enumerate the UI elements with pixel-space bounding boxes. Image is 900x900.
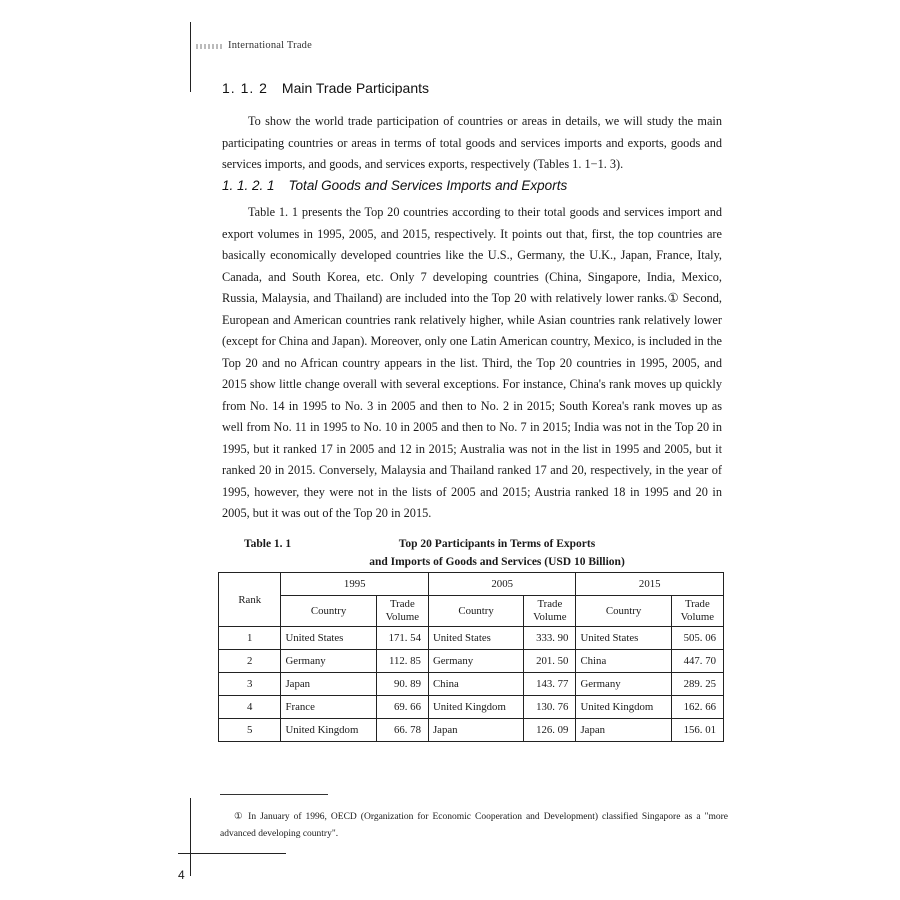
body-paragraph	[222, 202, 722, 525]
country-cell: Japan	[281, 673, 376, 696]
header-rank: Rank	[219, 573, 281, 627]
subsection-title: Total Goods and Services Imports and Exports	[288, 178, 568, 193]
country-cell: Japan	[576, 719, 671, 742]
table-row	[219, 627, 724, 650]
header-year-2015: 2015	[576, 573, 724, 596]
volume-cell: 162. 66	[671, 696, 723, 719]
volume-cell: 112. 85	[376, 650, 428, 673]
section-number: 1. 1. 2	[222, 80, 268, 96]
volume-cell: 505. 06	[671, 627, 723, 650]
footnote-text: ① In January of 1996, OECD (Organization for Economic Cooperation and Development) classified Singapore as a "more advanced developing country".	[220, 812, 728, 839]
country-cell: France	[281, 696, 376, 719]
footnote	[220, 809, 728, 843]
volume-cell: 66. 78	[376, 719, 428, 742]
country-cell: United Kingdom	[428, 696, 523, 719]
table-row	[219, 650, 724, 673]
subsection-heading	[222, 178, 567, 193]
volume-cell: 333. 90	[524, 627, 576, 650]
volume-cell: 201. 50	[524, 650, 576, 673]
running-head-ornament	[196, 44, 224, 49]
intro-paragraph	[222, 111, 722, 176]
rank-cell: 1	[219, 627, 281, 650]
country-cell: China	[576, 650, 671, 673]
header-year-2005: 2005	[428, 573, 575, 596]
table-row	[219, 719, 724, 742]
volume-cell: 447. 70	[671, 650, 723, 673]
volume-cell: 90. 89	[376, 673, 428, 696]
section-heading	[222, 80, 429, 96]
rank-cell: 3	[219, 673, 281, 696]
country-cell: United Kingdom	[576, 696, 671, 719]
volume-cell: 171. 54	[376, 627, 428, 650]
country-cell: Germany	[428, 650, 523, 673]
margin-rule-bottom	[190, 798, 191, 876]
page-corner-rule	[178, 853, 286, 854]
rank-cell: 4	[219, 696, 281, 719]
country-cell: United States	[576, 627, 671, 650]
header-country-1995: Country	[281, 596, 376, 627]
table-header-row-years	[219, 573, 724, 596]
subsection-number: 1. 1. 2. 1	[222, 178, 275, 193]
country-cell: United States	[428, 627, 523, 650]
rank-cell: 5	[219, 719, 281, 742]
header-volume-2015: Trade Volume	[671, 596, 723, 627]
volume-cell: 69. 66	[376, 696, 428, 719]
header-country-2015: Country	[576, 596, 671, 627]
volume-cell: 289. 25	[671, 673, 723, 696]
header-year-1995: 1995	[281, 573, 428, 596]
table-row	[219, 696, 724, 719]
margin-rule-top	[190, 22, 191, 92]
country-cell: China	[428, 673, 523, 696]
volume-cell: 130. 76	[524, 696, 576, 719]
table-header-row-columns	[219, 596, 724, 627]
country-cell: Germany	[576, 673, 671, 696]
header-country-2005: Country	[428, 596, 523, 627]
table-title-line2: and Imports of Goods and Services (USD 10 Billion)	[369, 556, 625, 568]
country-cell: United Kingdom	[281, 719, 376, 742]
section-title: Main Trade Participants	[281, 80, 429, 96]
page-number: 4	[178, 868, 185, 882]
body-paragraph-text: Table 1. 1 presents the Top 20 countries according to their total goods and services import and export volumes in 1995, 2005, and 2015, respectively. It points out that, first, the top countries are basically economically developed countries like the U.S., Germany, the U.K., Japan, France, Italy, Canada, and South Korea, etc. Only 7 developing countries (China, Singapore, India, Mexico, Russia, Malaysia, and Thailand) are included into the Top 20 with relatively lower ranks.① Second, European and American countries rank relatively higher, while Asian countries rank relatively lower (except for China and Japan). Moreover, only one Latin American country, Mexico, is included in the Top 20 and no African country appears in the list. Third, the Top 20 countries in 1995, 2005, and 2015 show little change overall with several exceptions. For instance, China's rank moves up quickly from No. 14 in 1995 to No. 3 in 2005 and then to No. 2 in 2015; South Korea's rank moves up as well from No. 11 in 1995 to No. 10 in 2005 and then to No. 7 in 2015; India was not in the Top 20 in 1995, but it ranked 17 in 2005 and 12 in 2015; Australia was not in the list in 1995 and 2005, but it ranked 20 in 2015. Conversely, Malaysia and Thailand ranked 17 and 20, respectively, in the year of 1995, however, they were not in the lists of 2005 and 2015; Austria ranked 18 in 1995 and 20 in 2005, but it was out of the Top 20 in 2015.	[222, 205, 722, 520]
table-title-line1: Top 20 Participants in Terms of Exports	[398, 538, 596, 550]
running-head: International Trade	[228, 40, 312, 51]
volume-cell: 126. 09	[524, 719, 576, 742]
country-cell: Japan	[428, 719, 523, 742]
table-row	[219, 673, 724, 696]
intro-paragraph-text: To show the world trade participation of countries or areas in details, we will study the main participating countries or areas in terms of total goods and services imports and exports, goods and services imports, and goods, and services exports, respectively (Tables 1. 1−1. 3).	[222, 114, 722, 171]
header-volume-2005: Trade Volume	[524, 596, 576, 627]
footnote-rule	[220, 794, 328, 795]
table-label: Table 1. 1	[244, 538, 292, 550]
rank-cell: 2	[219, 650, 281, 673]
trade-table	[218, 572, 724, 742]
volume-cell: 143. 77	[524, 673, 576, 696]
country-cell: Germany	[281, 650, 376, 673]
volume-cell: 156. 01	[671, 719, 723, 742]
header-volume-1995: Trade Volume	[376, 596, 428, 627]
country-cell: United States	[281, 627, 376, 650]
